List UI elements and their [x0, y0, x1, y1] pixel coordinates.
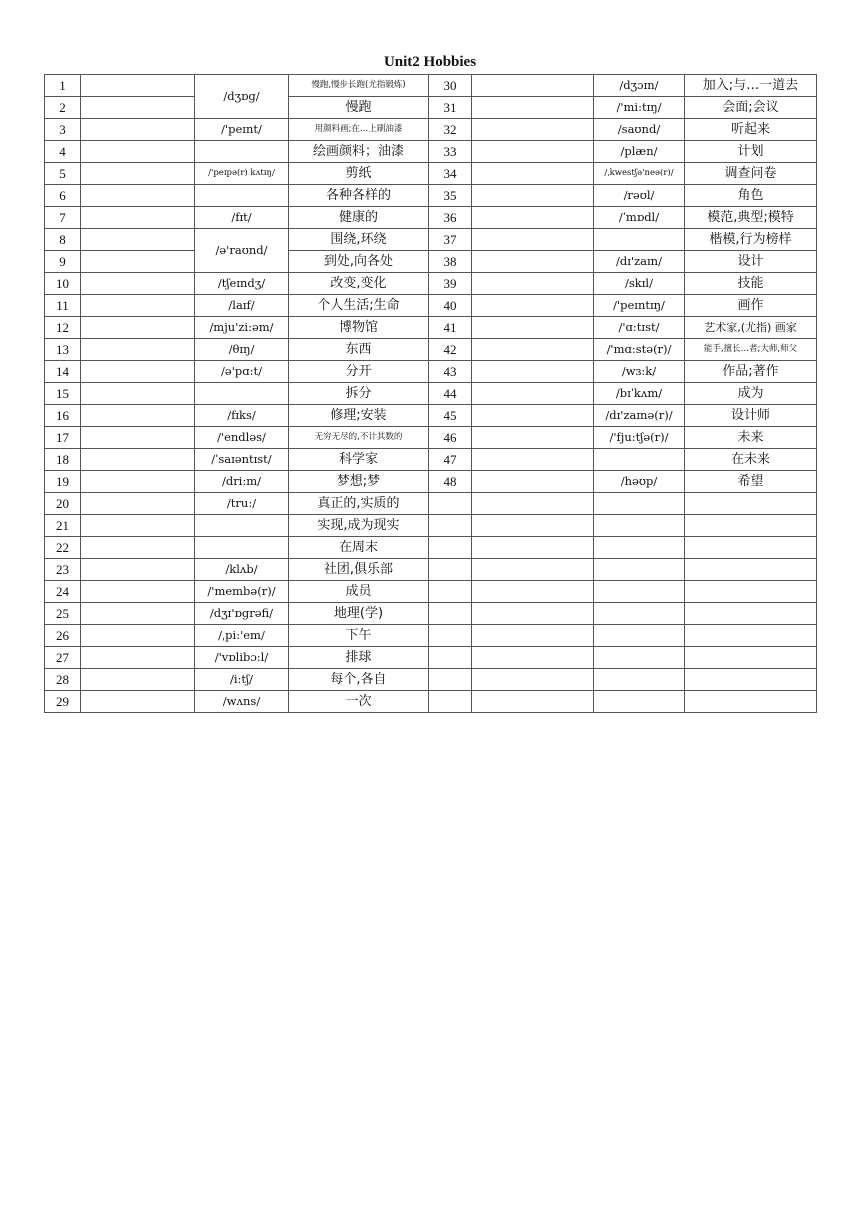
phonetic-cell: /plæn/: [594, 141, 685, 163]
meaning-cell: 排球: [289, 647, 429, 669]
entry-number: 33: [429, 141, 472, 163]
word-cell: [81, 669, 195, 691]
phonetic-cell: /fɪks/: [195, 405, 289, 427]
word-cell: [472, 383, 594, 405]
empty-cell: [472, 537, 594, 559]
phonetic-cell: /ˌpi:'em/: [195, 625, 289, 647]
phonetic-cell: /mju'zi:əm/: [195, 317, 289, 339]
empty-cell: [472, 625, 594, 647]
word-cell: [81, 537, 195, 559]
table-row: [45, 339, 817, 361]
empty-cell: [594, 691, 685, 713]
word-cell: [81, 75, 195, 97]
table-row: [45, 625, 817, 647]
phonetic-cell: [594, 449, 685, 471]
empty-cell: [429, 581, 472, 603]
meaning-cell: 能手,擅长…者;大师,师父: [685, 339, 817, 361]
meaning-cell: 一次: [289, 691, 429, 713]
phonetic-cell: [195, 515, 289, 537]
meaning-cell: 修理;安装: [289, 405, 429, 427]
meaning-cell: 画作: [685, 295, 817, 317]
empty-cell: [685, 581, 817, 603]
entry-number: 48: [429, 471, 472, 493]
phonetic-cell: /rəʊl/: [594, 185, 685, 207]
empty-cell: [472, 559, 594, 581]
meaning-cell: 博物馆: [289, 317, 429, 339]
meaning-cell: 到处,向各处: [289, 251, 429, 273]
empty-cell: [429, 625, 472, 647]
entry-number: 5: [45, 163, 81, 185]
meaning-cell: 下午: [289, 625, 429, 647]
meaning-cell: 剪纸: [289, 163, 429, 185]
meaning-cell: 加入;与…一道去: [685, 75, 817, 97]
entry-number: 29: [45, 691, 81, 713]
entry-number: 30: [429, 75, 472, 97]
word-cell: [472, 251, 594, 273]
table-row: [45, 493, 817, 515]
empty-cell: [685, 559, 817, 581]
meaning-cell: 希望: [685, 471, 817, 493]
empty-cell: [429, 493, 472, 515]
word-cell: [472, 427, 594, 449]
empty-cell: [472, 691, 594, 713]
entry-number: 43: [429, 361, 472, 383]
entry-number: 46: [429, 427, 472, 449]
meaning-cell: 绘画颜料；油漆: [289, 141, 429, 163]
word-cell: [81, 141, 195, 163]
table-row: [45, 427, 817, 449]
phonetic-cell: /bɪˈkʌm/: [594, 383, 685, 405]
word-cell: [81, 207, 195, 229]
phonetic-cell: /'membə(r)/: [195, 581, 289, 603]
word-cell: [472, 405, 594, 427]
table-row: [45, 559, 817, 581]
entry-number: 20: [45, 493, 81, 515]
phonetic-cell: /dʒɒg/: [195, 75, 289, 119]
phonetic-cell: /ə'raʊnd/: [195, 229, 289, 273]
word-cell: [472, 295, 594, 317]
word-cell: [81, 273, 195, 295]
phonetic-cell: /'peɪpə(r) kʌtɪŋ/: [195, 163, 289, 185]
word-cell: [81, 427, 195, 449]
meaning-cell: 艺术家,(尤指) 画家: [685, 317, 817, 339]
word-cell: [81, 625, 195, 647]
entry-number: 23: [45, 559, 81, 581]
word-cell: [81, 405, 195, 427]
empty-cell: [472, 515, 594, 537]
empty-cell: [472, 647, 594, 669]
table-row: [45, 515, 817, 537]
table-row: [45, 185, 817, 207]
word-cell: [81, 493, 195, 515]
entry-number: 8: [45, 229, 81, 251]
phonetic-cell: /wɜ:k/: [594, 361, 685, 383]
empty-cell: [594, 647, 685, 669]
table-row: [45, 317, 817, 339]
entry-number: 35: [429, 185, 472, 207]
phonetic-cell: /tru:/: [195, 493, 289, 515]
meaning-cell: 成员: [289, 581, 429, 603]
table-row: [45, 229, 817, 251]
phonetic-cell: /klʌb/: [195, 559, 289, 581]
empty-cell: [594, 625, 685, 647]
word-cell: [472, 97, 594, 119]
meaning-cell: 调查问卷: [685, 163, 817, 185]
word-cell: [81, 383, 195, 405]
meaning-cell: 听起来: [685, 119, 817, 141]
meaning-cell: 模范,典型;模特: [685, 207, 817, 229]
phonetic-cell: /'vɒlibɔ:l/: [195, 647, 289, 669]
table-row: [45, 251, 817, 273]
phonetic-cell: [594, 229, 685, 251]
word-cell: [472, 75, 594, 97]
word-cell: [472, 185, 594, 207]
table-row: [45, 383, 817, 405]
word-cell: [81, 581, 195, 603]
phonetic-cell: [195, 185, 289, 207]
phonetic-cell: /saʊnd/: [594, 119, 685, 141]
word-cell: [81, 471, 195, 493]
entry-number: 16: [45, 405, 81, 427]
empty-cell: [594, 493, 685, 515]
empty-cell: [472, 493, 594, 515]
word-cell: [81, 603, 195, 625]
phonetic-cell: /'peɪnt/: [195, 119, 289, 141]
phonetic-cell: /ˌkwestʃə'neə(r)/: [594, 163, 685, 185]
meaning-cell: 各种各样的: [289, 185, 429, 207]
empty-cell: [685, 537, 817, 559]
table-row: [45, 361, 817, 383]
phonetic-cell: /laɪf/: [195, 295, 289, 317]
phonetic-cell: /skɪl/: [594, 273, 685, 295]
meaning-cell: 分开: [289, 361, 429, 383]
table-row: [45, 537, 817, 559]
word-cell: [472, 317, 594, 339]
empty-cell: [429, 691, 472, 713]
phonetic-cell: /dɪ'zaɪn/: [594, 251, 685, 273]
meaning-cell: 地理(学): [289, 603, 429, 625]
word-cell: [81, 251, 195, 273]
empty-cell: [472, 669, 594, 691]
table-row: [45, 207, 817, 229]
phonetic-cell: [195, 383, 289, 405]
meaning-cell: 作品;著作: [685, 361, 817, 383]
meaning-cell: 在未来: [685, 449, 817, 471]
page-title: Unit2 Hobbies: [383, 54, 477, 70]
vocabulary-table: [44, 74, 817, 713]
table-row: [45, 581, 817, 603]
phonetic-cell: /'peɪntɪŋ/: [594, 295, 685, 317]
phonetic-cell: /'endləs/: [195, 427, 289, 449]
meaning-cell: 在周末: [289, 537, 429, 559]
entry-number: 9: [45, 251, 81, 273]
phonetic-cell: /ˈmɒdl/: [594, 207, 685, 229]
entry-number: 31: [429, 97, 472, 119]
entry-number: 3: [45, 119, 81, 141]
empty-cell: [594, 581, 685, 603]
empty-cell: [685, 691, 817, 713]
entry-number: 34: [429, 163, 472, 185]
empty-cell: [685, 515, 817, 537]
meaning-cell: 计划: [685, 141, 817, 163]
phonetic-cell: /'mi:tɪŋ/: [594, 97, 685, 119]
entry-number: 39: [429, 273, 472, 295]
table-row: [45, 691, 817, 713]
entry-number: 7: [45, 207, 81, 229]
meaning-cell: 科学家: [289, 449, 429, 471]
phonetic-cell: [195, 537, 289, 559]
word-cell: [472, 119, 594, 141]
entry-number: 27: [45, 647, 81, 669]
meaning-cell: 东西: [289, 339, 429, 361]
entry-number: 4: [45, 141, 81, 163]
empty-cell: [429, 603, 472, 625]
phonetic-cell: /ˈsaɪəntɪst/: [195, 449, 289, 471]
empty-cell: [685, 603, 817, 625]
empty-cell: [429, 647, 472, 669]
table-row: [45, 97, 817, 119]
phonetic-cell: /ə'pɑ:t/: [195, 361, 289, 383]
empty-cell: [472, 581, 594, 603]
word-cell: [472, 207, 594, 229]
table-row: [45, 669, 817, 691]
word-cell: [472, 273, 594, 295]
table-row: [45, 295, 817, 317]
empty-cell: [594, 515, 685, 537]
word-cell: [472, 163, 594, 185]
table-row: [45, 603, 817, 625]
meaning-cell: 健康的: [289, 207, 429, 229]
entry-number: 10: [45, 273, 81, 295]
meaning-cell: 围绕,环绕: [289, 229, 429, 251]
empty-cell: [429, 669, 472, 691]
meaning-cell: 会面;会议: [685, 97, 817, 119]
empty-cell: [594, 669, 685, 691]
meaning-cell: 楷模,行为榜样: [685, 229, 817, 251]
phonetic-cell: /'mɑ:stə(r)/: [594, 339, 685, 361]
entry-number: 13: [45, 339, 81, 361]
meaning-cell: 技能: [685, 273, 817, 295]
word-cell: [81, 691, 195, 713]
meaning-cell: 梦想;梦: [289, 471, 429, 493]
entry-number: 17: [45, 427, 81, 449]
meaning-cell: 实现,成为现实: [289, 515, 429, 537]
entry-number: 37: [429, 229, 472, 251]
phonetic-cell: /θɪŋ/: [195, 339, 289, 361]
word-cell: [81, 295, 195, 317]
table-row: [45, 471, 817, 493]
table-row: [45, 273, 817, 295]
meaning-cell: 慢跑,慢步长跑(尤指锻炼): [289, 75, 429, 97]
phonetic-cell: [195, 141, 289, 163]
word-cell: [472, 339, 594, 361]
table-row: [45, 163, 817, 185]
phonetic-cell: /'ɑ:tɪst/: [594, 317, 685, 339]
word-cell: [81, 559, 195, 581]
entry-number: 36: [429, 207, 472, 229]
word-cell: [81, 163, 195, 185]
meaning-cell: 无穷无尽的,不计其数的: [289, 427, 429, 449]
empty-cell: [685, 493, 817, 515]
table-row: [45, 119, 817, 141]
entry-number: 24: [45, 581, 81, 603]
phonetic-cell: /'fju:tʃə(r)/: [594, 427, 685, 449]
empty-cell: [429, 537, 472, 559]
table-row: [45, 405, 817, 427]
entry-number: 42: [429, 339, 472, 361]
phonetic-cell: /həʊp/: [594, 471, 685, 493]
meaning-cell: 改变,变化: [289, 273, 429, 295]
meaning-cell: 用颜料画;在…上刷油漆: [289, 119, 429, 141]
entry-number: 40: [429, 295, 472, 317]
entry-number: 25: [45, 603, 81, 625]
entry-number: 47: [429, 449, 472, 471]
word-cell: [81, 449, 195, 471]
word-cell: [81, 317, 195, 339]
word-cell: [81, 97, 195, 119]
word-cell: [472, 141, 594, 163]
entry-number: 22: [45, 537, 81, 559]
phonetic-cell: /fɪt/: [195, 207, 289, 229]
table-row: [45, 449, 817, 471]
empty-cell: [472, 603, 594, 625]
table-row: [45, 141, 817, 163]
word-cell: [81, 361, 195, 383]
empty-cell: [685, 625, 817, 647]
entry-number: 41: [429, 317, 472, 339]
meaning-cell: 拆分: [289, 383, 429, 405]
table-row: [45, 647, 817, 669]
word-cell: [81, 119, 195, 141]
meaning-cell: 社团,俱乐部: [289, 559, 429, 581]
entry-number: 44: [429, 383, 472, 405]
entry-number: 19: [45, 471, 81, 493]
empty-cell: [594, 537, 685, 559]
entry-number: 2: [45, 97, 81, 119]
entry-number: 18: [45, 449, 81, 471]
entry-number: 32: [429, 119, 472, 141]
word-cell: [81, 229, 195, 251]
phonetic-cell: /dɪ'zaɪnə(r)/: [594, 405, 685, 427]
meaning-cell: 成为: [685, 383, 817, 405]
word-cell: [472, 229, 594, 251]
entry-number: 14: [45, 361, 81, 383]
phonetic-cell: /dʒɪ'ɒgrəfi/: [195, 603, 289, 625]
entry-number: 38: [429, 251, 472, 273]
word-cell: [81, 515, 195, 537]
empty-cell: [594, 559, 685, 581]
phonetic-cell: /wʌns/: [195, 691, 289, 713]
phonetic-cell: /dʒɔɪn/: [594, 75, 685, 97]
entry-number: 28: [45, 669, 81, 691]
word-cell: [472, 471, 594, 493]
meaning-cell: 设计: [685, 251, 817, 273]
meaning-cell: 个人生活;生命: [289, 295, 429, 317]
meaning-cell: 慢跑: [289, 97, 429, 119]
entry-number: 21: [45, 515, 81, 537]
entry-number: 6: [45, 185, 81, 207]
word-cell: [472, 361, 594, 383]
entry-number: 26: [45, 625, 81, 647]
word-cell: [81, 185, 195, 207]
entry-number: 11: [45, 295, 81, 317]
phonetic-cell: /i:tʃ/: [195, 669, 289, 691]
meaning-cell: 角色: [685, 185, 817, 207]
empty-cell: [594, 603, 685, 625]
word-cell: [81, 647, 195, 669]
phonetic-cell: /tʃeɪndʒ/: [195, 273, 289, 295]
table-row: [45, 75, 817, 97]
meaning-cell: 设计师: [685, 405, 817, 427]
entry-number: 12: [45, 317, 81, 339]
entry-number: 45: [429, 405, 472, 427]
phonetic-cell: /dri:m/: [195, 471, 289, 493]
entry-number: 15: [45, 383, 81, 405]
empty-cell: [685, 669, 817, 691]
meaning-cell: 每个,各自: [289, 669, 429, 691]
empty-cell: [429, 559, 472, 581]
empty-cell: [429, 515, 472, 537]
entry-number: 1: [45, 75, 81, 97]
empty-cell: [685, 647, 817, 669]
meaning-cell: 真正的,实质的: [289, 493, 429, 515]
word-cell: [81, 339, 195, 361]
word-cell: [472, 449, 594, 471]
meaning-cell: 未来: [685, 427, 817, 449]
